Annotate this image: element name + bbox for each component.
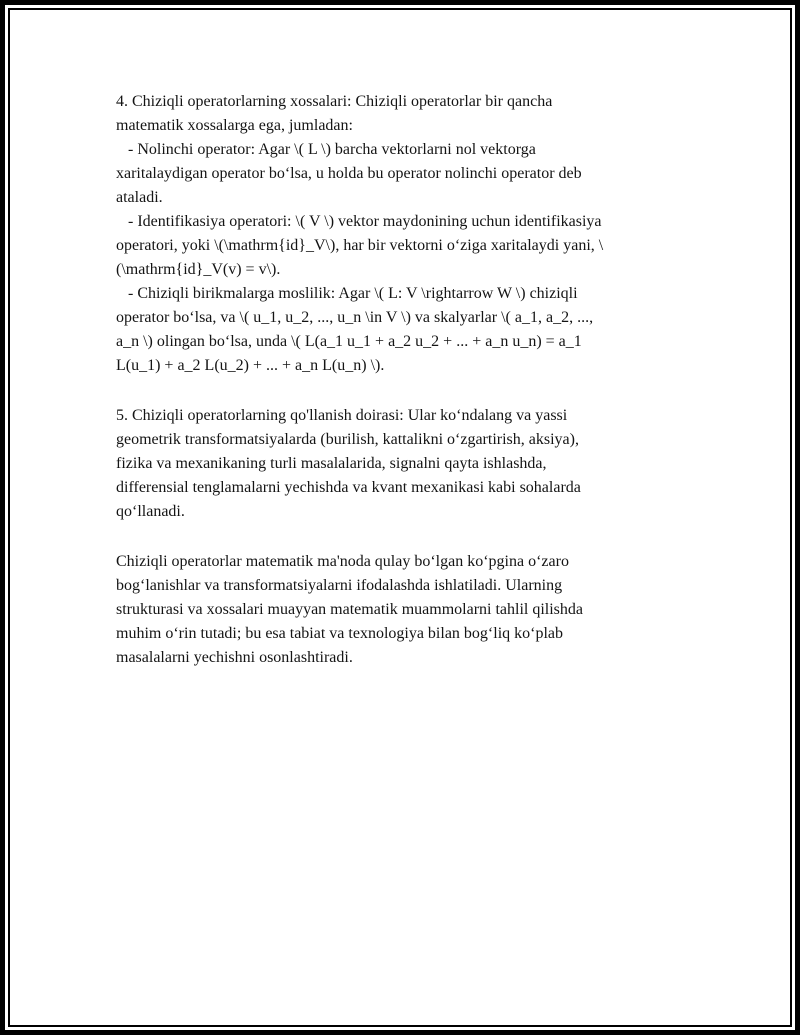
paragraph (116, 90, 702, 378)
text-line: (\mathrm{id}_V(v) = v\). (116, 261, 281, 278)
text-line: strukturasi va xossalari muayyan matematik muammolarni tahlil qilishda (116, 601, 584, 618)
text-line: 5. Chiziqli operatorlarning qo'llanish doirasi: Ular ko‘ndalang va yassi (116, 407, 568, 424)
page-inner-border (8, 8, 792, 1027)
text-line: - Nolinchi operator: Agar \( L \) barcha vektorlarni nol vektorga (116, 141, 536, 158)
text-line: operatori, yoki \(\mathrm{id}_V\), har bir vektorni o‘ziga xaritalaydi yani, \ (116, 237, 604, 254)
text-line: L(u_1) + a_2 L(u_2) + ... + a_n L(u_n) \). (116, 357, 385, 374)
text-line: - Identifikasiya operatori: \( V \) vektor maydonining uchun identifikasiya (116, 213, 602, 230)
text-line: operator bo‘lsa, va \( u_1, u_2, ..., u_n \in V \) va skalyarlar \( a_1, a_2, ..., (116, 309, 594, 326)
text-line: muhim o‘rin tutadi; bu esa tabiat va texnologiya bilan bog‘liq ko‘plab (116, 625, 564, 642)
text-line: bog‘lanishlar va transformatsiyalarni ifodalashda ishlatiladi. Ularning (116, 577, 563, 594)
paragraph (116, 404, 702, 524)
text-line: geometrik transformatsiyalarda (burilish, kattalikni o‘zgartirish, aksiya), (116, 431, 579, 448)
text-line: fizika va mexanikaning turli masalalarida, signalni qayta ishlashda, (116, 455, 547, 472)
text-line: xaritalaydigan operator bo‘lsa, u holda bu operator nolinchi operator deb (116, 165, 582, 182)
text-line: differensial tenglamalarni yechishda va kvant mexanikasi kabi sohalarda (116, 479, 581, 496)
text-line: matematik xossalarga ega, jumladan: (116, 117, 353, 134)
text-line: a_n \) olingan bo‘lsa, unda \( L(a_1 u_1 + a_2 u_2 + ... + a_n u_n) = a_1 (116, 333, 582, 350)
text-line: masalalarni yechishni osonlashtiradi. (116, 649, 353, 666)
document-text-block (116, 90, 702, 670)
paragraph (116, 550, 702, 670)
text-line: Chiziqli operatorlar matematik ma'noda qulay bo‘lgan ko‘pgina o‘zaro (116, 553, 569, 570)
text-line: ataladi. (116, 189, 163, 206)
text-line: qo‘llanadi. (116, 503, 185, 520)
text-line: 4. Chiziqli operatorlarning xossalari: Chiziqli operatorlar bir qancha (116, 93, 553, 110)
text-line: - Chiziqli birikmalarga moslilik: Agar \( L: V \rightarrow W \) chiziqli (116, 285, 578, 302)
